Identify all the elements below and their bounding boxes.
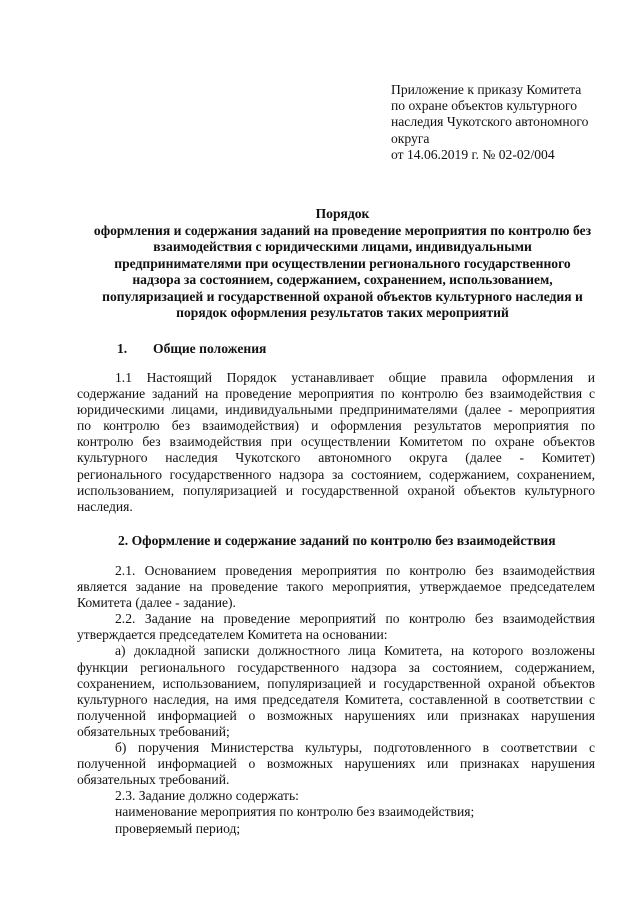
paragraph-line: наименование мероприятия по контролю без взаимодействия; [115, 804, 475, 820]
paragraph-line: проверяемый период; [115, 820, 241, 836]
section-1-title: Общие положения [153, 341, 267, 356]
title-line: порядок оформления результатов таких мероприятий [176, 305, 509, 320]
paragraph-line: а) докладной записки должностного лица Комитета, на которого возложены [115, 643, 595, 659]
title-line: оформления и содержания заданий на проведение мероприятия по контролю без [93, 222, 592, 238]
paragraph-line: культурного наследия, на имя председателя Комитета, составленной в соответствии с [77, 691, 595, 707]
paragraph-line: 2.1. Основанием проведения мероприятия по контролю без взаимодействия [115, 563, 595, 578]
appendix-line: по охране объектов культурного [391, 98, 578, 114]
appendix-line: от 14.06.2019 г. № 02-02/004 [391, 146, 555, 162]
paragraph-line: Комитета (далее - задание). [77, 595, 236, 611]
document-title [70, 206, 615, 322]
paragraph-line: утверждается председателем Комитета на основании: [77, 627, 388, 643]
section-1-number: 1. [117, 341, 128, 356]
appendix-line: Приложение к приказу Комитета [391, 82, 582, 97]
paragraph-line: 2.3. Задание должно содержать: [115, 788, 299, 804]
appendix-line: округа [391, 130, 430, 146]
paragraph-line: полученной информацией о возможных нарушениях или признаках нарушения [77, 707, 595, 723]
paragraph-line: является задание на проведение такого мероприятия, утверждаемое председателем [77, 579, 595, 595]
paragraph-line: наследия. [77, 498, 133, 514]
title-line: взаимодействия с юридическими лицами, индивидуальными [153, 239, 532, 254]
paragraph-line: 1.1 Настоящий Порядок устанавливает общие правила оформления и [115, 370, 595, 385]
paragraph-line: б) поручения Министерства культуры, подготовленного в соответствии с [115, 740, 595, 756]
paragraph-line: контролю без взаимодействия при осуществлении Комитетом по охране объектов [77, 434, 595, 450]
section-2-body [77, 563, 595, 837]
paragraph-line: содержание заданий на проведение мероприятия по контролю без взаимодействия с [77, 386, 595, 402]
paragraph-line: обязательных требований. [77, 772, 230, 788]
title-line: надзора за состоянием, содержанием, сохранением, использованием, [132, 272, 553, 287]
paragraph-line: по контролю без взаимодействия) и оформления результатов мероприятия по [77, 418, 595, 434]
section-1-paragraph [77, 370, 595, 515]
appendix-note [391, 82, 616, 163]
paragraph-line: юридическими лицами, индивидуальными предпринимателями (далее - мероприятия [77, 402, 595, 418]
paragraph-line: полученной информацией о возможных нарушениях или признаках нарушения [77, 756, 595, 772]
paragraph-line: регионального государственного надзора за состоянием, содержанием, сохранением, [77, 466, 595, 482]
section-2-heading: 2. Оформление и содержание заданий по контролю без взаимодействия [118, 533, 556, 548]
paragraph-line: функции регионального государственного надзора за состоянием, содержанием, [77, 659, 595, 675]
paragraph-line: обязательных требований; [77, 723, 230, 739]
title-line: предпринимателями при осуществлении регионального государственного [114, 255, 571, 271]
appendix-line: наследия Чукотского автономного [391, 114, 589, 130]
section-1-heading [117, 341, 266, 357]
title-line: Порядок [315, 206, 370, 221]
paragraph-line: культурного наследия Чукотского автономного округа (далее - Комитет) [77, 450, 595, 466]
title-line: популяризацией и государственной охраной объектов культурного наследия и [102, 288, 583, 304]
paragraph-line: 2.2. Задание на проведение мероприятий по контролю без взаимодействия [115, 611, 595, 627]
paragraph-line: сохранением, использованием, популяризацией и государственной охраной объектов [77, 675, 595, 691]
paragraph-line: использованием, популяризацией и государственной охраной объектов культурного [77, 482, 595, 498]
